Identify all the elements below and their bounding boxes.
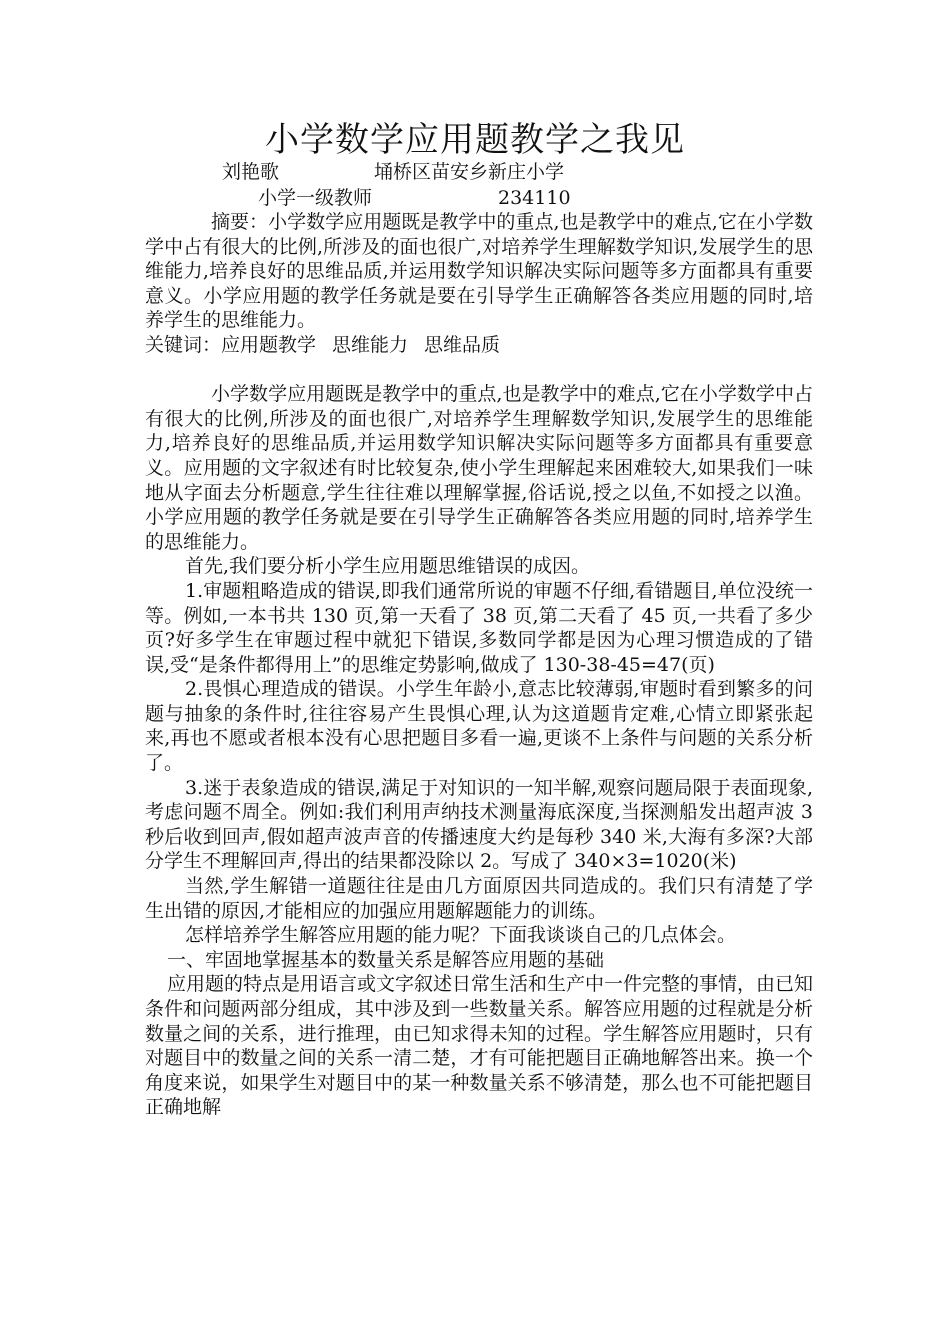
first-paragraph: 首先,我们要分析小学生应用题思维错误的成因。 xyxy=(185,555,591,578)
author-school: 埇桥区苗安乡新庄小学 xyxy=(374,161,565,183)
section-1-heading: 一、牢固地掌握基本的数量关系是解答应用题的基础 xyxy=(167,948,605,971)
abstract: 摘要：小学数学应用题既是教学中的重点,也是教学中的难点,它在小学数学中占有很大的比例,所涉及的面也很广,对培养学生理解数学知识,发展学生的思维能力,培养良好的思维品质,并运用数学知识解决实际问题等多方面都具有重要意义。小学应用题的教学任务就是要在引导学生正确解答各类应用题的同时,培养学生的思维能力。 xyxy=(145,211,813,332)
keyword: 思维能力 xyxy=(332,333,409,356)
keywords xyxy=(145,333,813,358)
summary-paragraph: 当然,学生解错一道题往往是由几方面原因共同造成的。我们只有清楚了学生出错的原因,才能相应的加强应用题解题能力的训练。 xyxy=(145,875,813,922)
reason-3-paragraph: 3.迷于表象造成的错误,满足于对知识的一知半解,观察问题局限于表面现象,考虑问题不周全。例如:我们利用声纳技术测量海底深度,当探测船发出超声波 3 秒后收到回声,假如超声波声音的传播速度大约是每秒 340 米,大海有多深?大部分学生不理解回声,得出的结果都没除以 2。写成了 340×3=1020(米) xyxy=(145,776,813,873)
article-body xyxy=(145,210,813,1120)
keywords-label: 关键词： xyxy=(145,333,222,356)
article-title: 小学数学应用题教学之我见 xyxy=(265,120,685,160)
author-name: 刘艳歌 xyxy=(222,161,280,183)
question-paragraph: 怎样培养学生解答应用题的能力呢？下面我谈谈自己的几点体会。 xyxy=(185,924,737,947)
keyword: 思维品质 xyxy=(424,333,501,356)
keyword: 应用题教学 xyxy=(221,333,317,356)
reason-2-paragraph: 2.畏惧心理造成的错误。小学生年龄小,意志比较薄弱,审题时看到繁多的问题与抽象的条件时,往往容易产生畏惧心理,认为这道题肯定难,心情立即紧张起来,再也不愿或者根本没有心思把题目多看一遍,更谈不上条件与问题的关系分析了。 xyxy=(145,678,813,775)
postcode: 234110 xyxy=(498,187,571,209)
reason-1-paragraph: 1.审题粗略造成的错误,即我们通常所说的审题不仔细,看错题目,单位没统一等。例如,一本书共 130 页,第一天看了 38 页,第二天看了 45 页,一共看了多少页?好多学生在审题过程中就犯下错误,多数同学都是因为心理习惯造成的了错误,受“是条件都得用上”的思维定势影响,做成了 130-38-45=47(页) xyxy=(145,579,813,676)
section-1-paragraph: 应用题的特点是用语言或文字叙述日常生活和生产中一件完整的事情，由已知条件和问题两部分组成，其中涉及到一些数量关系。解答应用题的过程就是分析数量之间的关系，进行推理，由已知求得未知的过程。学生解答应用题时，只有对题目中的数量之间的关系一清二楚，才有可能把题目正确地解答出来。换一个角度来说，如果学生对题目中的某一种数量关系不够清楚，那么也不可能把题目正确地解 xyxy=(145,973,814,1119)
spacer xyxy=(145,358,813,383)
author-rank: 小学一级教师 xyxy=(258,187,373,209)
intro-paragraph: 小学数学应用题既是教学中的重点,也是教学中的难点,它在小学数学中占有很大的比例,所涉及的面也很广,对培养学生理解数学知识,发展学生的思维能力,培养良好的思维品质,并运用数学知识解决实际问题等多方面都具有重要意义。应用题的文字叙述有时比较复杂,使小学生理解起来困难较大,如果我们一味地从字面去分析题意,学生往往难以理解掌握,俗话说,授之以鱼,不如授之以渔。小学应用题的教学任务就是要在引导学生正确解答各类应用题的同时,培养学生的思维能力。 xyxy=(145,383,813,553)
